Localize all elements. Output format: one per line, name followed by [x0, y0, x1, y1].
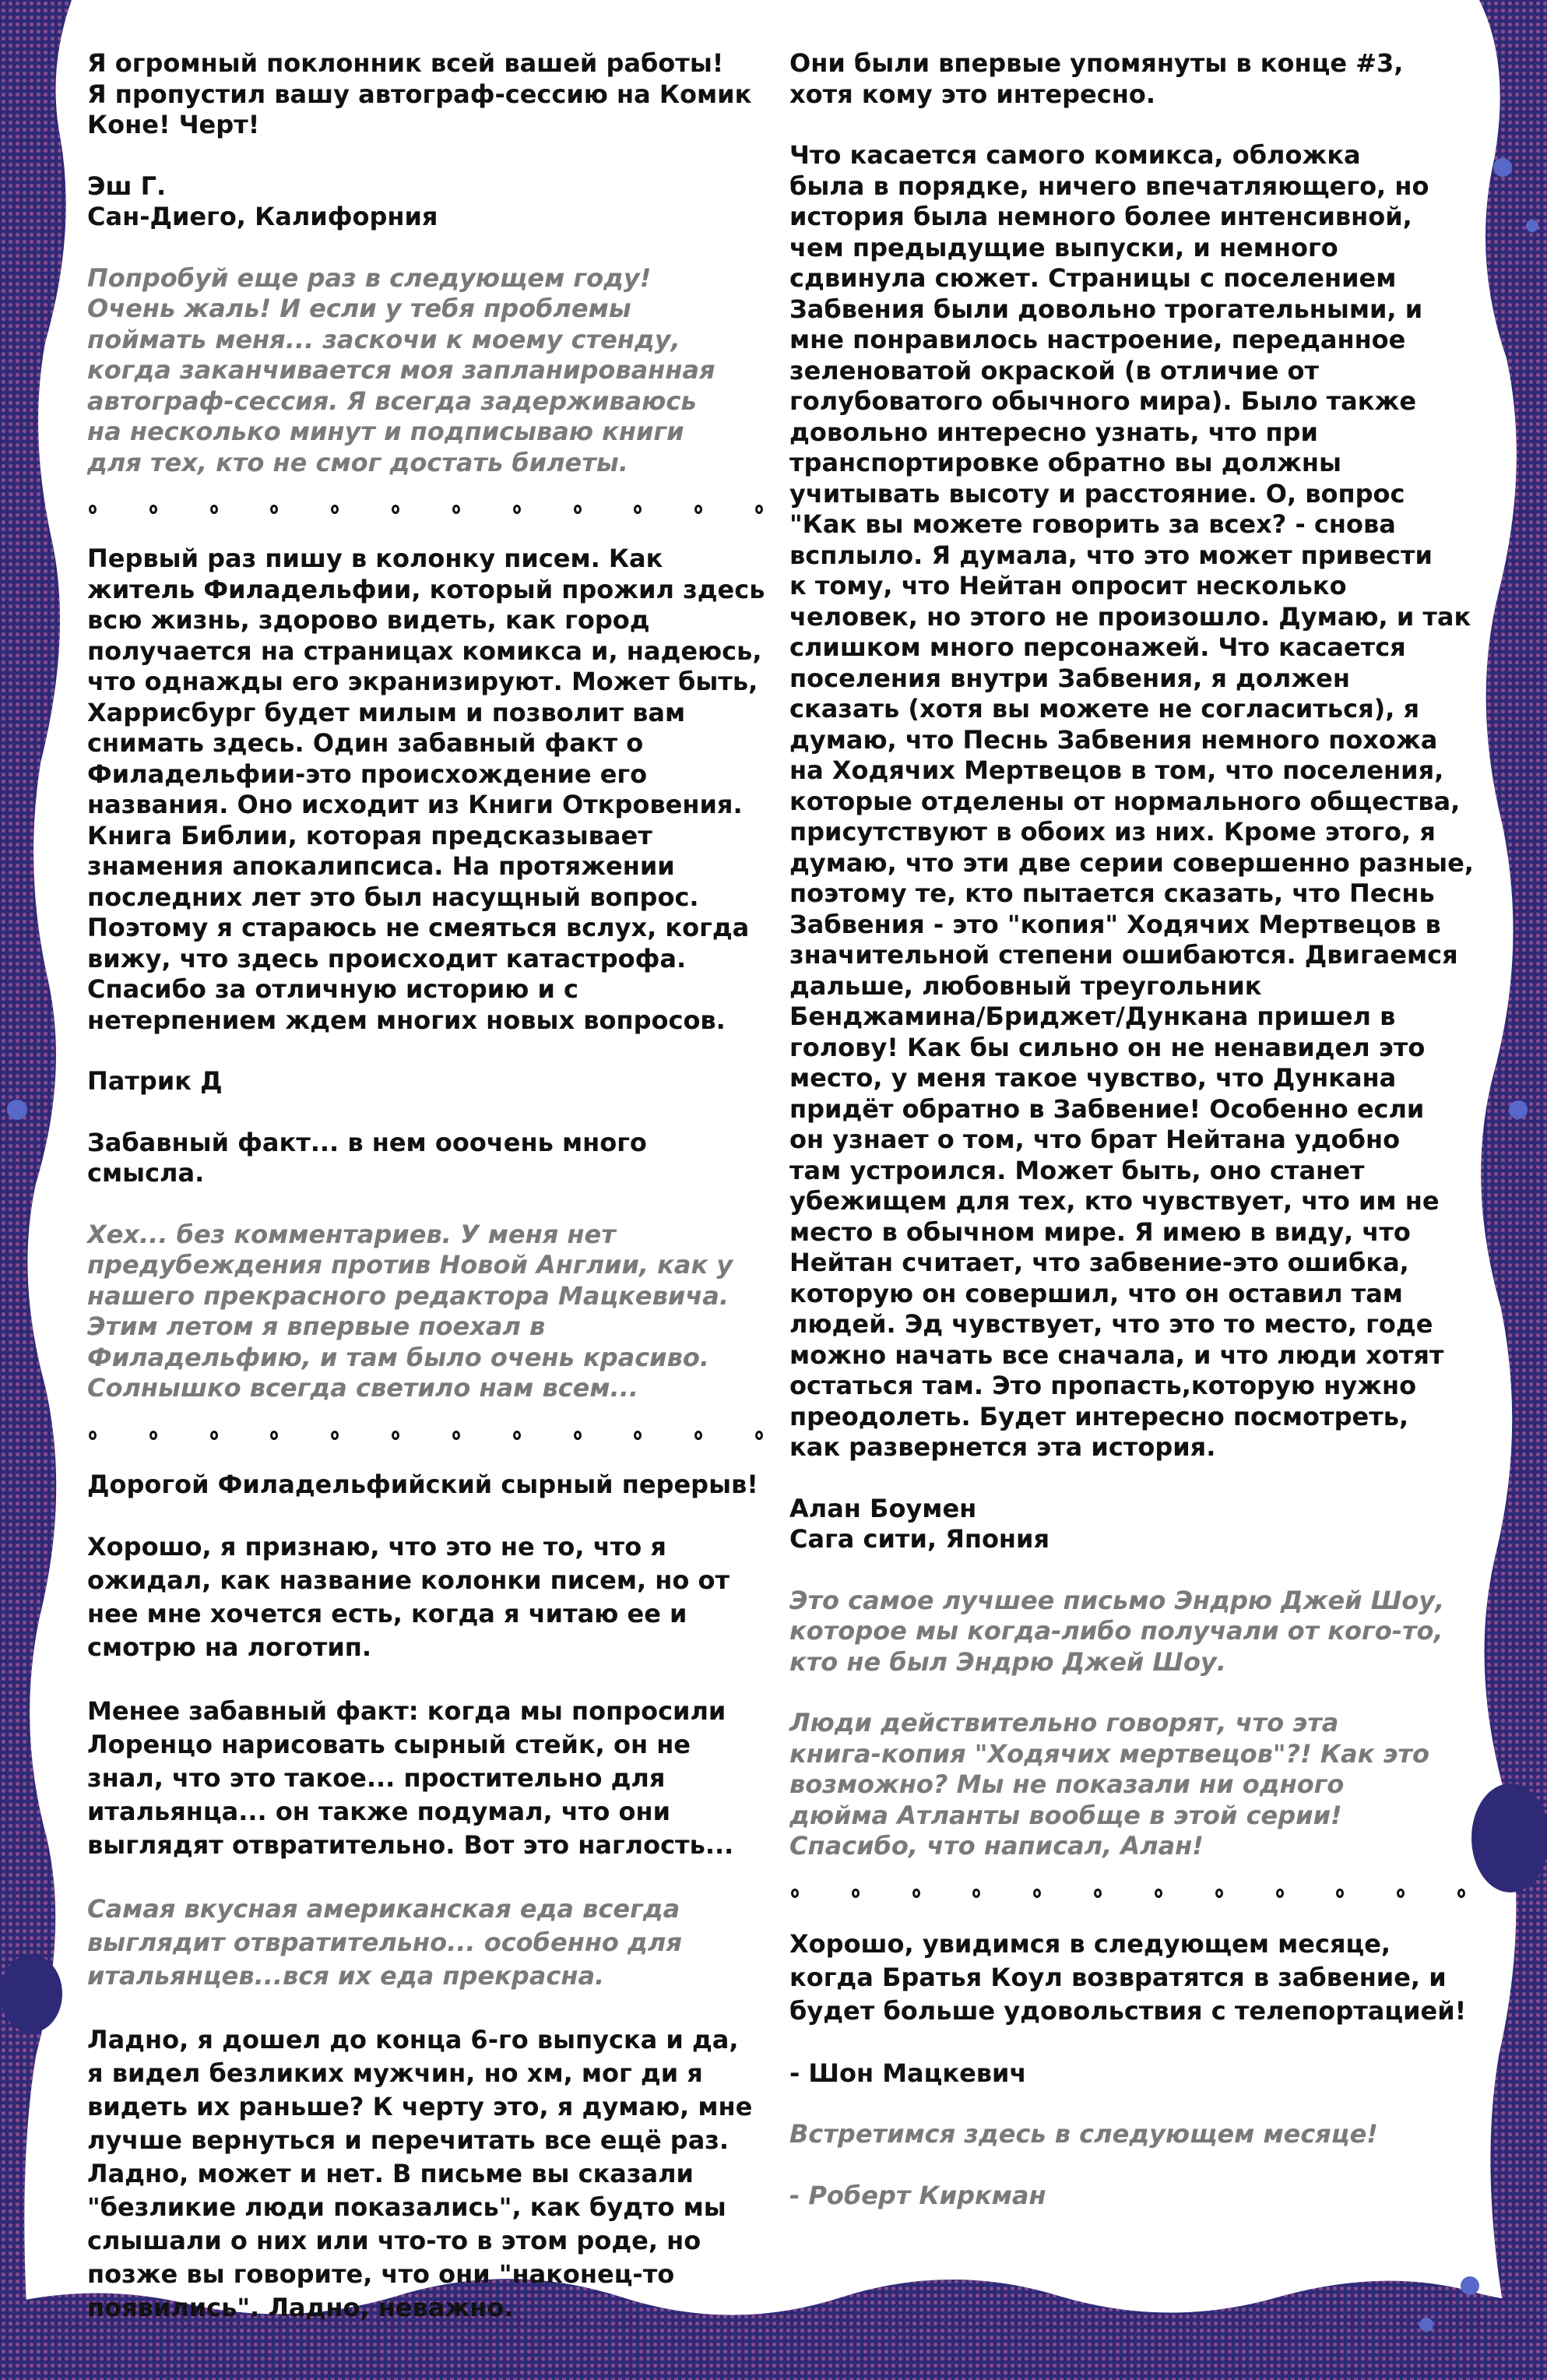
letter-3-paragraph-2: Менее забавный факт: когда мы попросили Лоренцо нарисовать сырный стейк, он не знал, что это такое... простительно для итальянца... он также подумал, что они выглядят отвратительно. Вот это наглость...: [87, 1696, 734, 1860]
right-reply-1: Это самое лучшее письмо Эндрю Джей Шоу, которое мы когда-либо получали от кого-то, кто не был Эндрю Джей Шоу.: [789, 1585, 1445, 1677]
closing-text-2: Встретимся здесь в следующем месяце!: [789, 2119, 1378, 2149]
right-city: Сага сити, Япония: [789, 1524, 1049, 1554]
reply-1: Попробуй еще раз в следующем году! Очень жаль! И если у тебя проблемы поймать меня... заскочи к моему стенду, когда заканчивается моя запланированная автограф-сессия. Я всегда задерживаюсь на несколько минут и подписываю книги для тех, кто не смог достать билеты.: [87, 262, 715, 477]
left-column: [87, 48, 772, 2325]
letter-2-body: Первый раз пишу в колонку писем. Как житель Филадельфии, который прожил здесь всю жизнь, здорово видеть, как город получается на страницах комикса и, надеюсь, что однажды его экранизируют. Может быть, Харрисбург будет милым и позволит вам снимать здесь. Один забавный факт о Филадельфии-это происхождение его названия. Оно исходит из Книги Откровения. Книга Библии, которая предсказывает знамения апокалипсиса. На протяжении последних лет это был насущный вопрос. Поэтому я стараюсь не смеяться вслух, когда вижу, что здесь происходит катастрофа. Спасибо за отличную историю и с нетерпением ждем многих новых вопросов.: [87, 544, 765, 1035]
letter-3-reply: Самая вкусная американская еда всегда выглядит отвратительно... особенно для итальянцев...вся их еда прекрасна.: [87, 1894, 682, 1991]
letter-3-paragraph-3: Ладно, я дошел до конца 6-го выпуска и да, я видел безликих мужчин, но хм, мог ди я видеть их раньше? К черту это, я думаю, мне лучше вернуться и перечитать все ещё раз. Ладно, может и нет. В письме вы сказали "безликие люди показались", как будто мы слышали о них или что-то в этом роде, но позже вы говорите, что они "наконец-то появились". Ладно, неважно.: [87, 2025, 753, 2322]
section-divider: [89, 1431, 763, 1442]
right-edge-splash: [1479, 0, 1547, 2380]
letter-1-author: Эш Г.: [87, 171, 167, 201]
letter-3-paragraph-1: Хорошо, я признаю, что это не то, что я ожидал, как название колонки писем, но от нее мне хочется есть, когда я читаю ее и смотрю на логотип.: [87, 1532, 730, 1662]
right-reply-2: Люди действительно говорят, что эта книга-копия "Ходячих мертвецов"?! Как это возможно? Мы не показали ни одного дюйма Атланты вообще в этой серии! Спасибо, что написал, Алан!: [789, 1708, 1429, 1861]
reply-2-body: Хех... без комментариев. У меня нет предубеждения против Новой Англии, как у нашего прекрасного редактора Мацкевича. Этим летом я впервые поехал в Филадельфию, и там было очень красиво. Солнышко всегда светило нам всем...: [87, 1219, 733, 1403]
signature-1: - Шон Мацкевич: [789, 2058, 1027, 2088]
letter-2-author: Патрик Д: [87, 1066, 223, 1096]
reply-2-heading: Забавный факт... в нем ооочень много смысла.: [87, 1127, 647, 1188]
section-divider: [791, 1889, 1465, 1899]
letter-3-salutation: Дорогой Филадельфийский сырный перерыв!: [87, 1469, 758, 1499]
right-paragraph-1: Они были впервые упомянуты в конце #3, хотя кому это интересно.: [789, 48, 1404, 109]
right-paragraph-2: Что касается самого комикса, обложка была в порядке, ничего впечатляющего, но история была немного более интенсивной, чем предыдущие выпуски, и немного сдвинула сюжет. Страницы с поселением Забвения были довольно трогательными, и мне понравилось настроение, переданное зеленоватой окраской (в отличие от голубоватого обычного мира). Было также довольно интересно узнать, что при транспортировке обратно вы должны учитывать высоту и расстояние. О, вопрос "Как вы можете говорить за всех? - снова всплыло. Я думала, что это может привести к тому, что Нейтан опросит несколько человек, но этого не произошло. Думаю, и так слишком много персонажей. Что касается поселения внутри Забвения, я должен сказать (хотя вы можете не согласиться), я думаю, что Песнь Забвения немного похожа на Ходячих Мертвецов в том, что поселения, которые отделены от нормального общества, присутствуют в обоих из них. Кроме этого, я думаю, что эти две серии совершенно разные, поэтому те, кто пытается сказать, что Песнь Забвения - это "копия" Ходячих Мертвецов в значительной степени ошибаются. Двигаемся дальше, любовный треугольник Бенджамина/Бриджет/Дункана пришел в голову! Как бы сильно он не ненавидел это место, у меня такое чувство, что Дункана придёт обратно в Забвение! Особенно если он узнает о том, что брат Нейтана удобно там устроился. Может быть, оно станет убежищем для тех, кто чувствует, что им не место в обычном мире. Я имею в виду, что Нейтан считает, что забвение-это ошибка, которую он совершил, что он оставил там людей. Эд чувствует, что это то место, годе можно начать все сначала, и что люди хотят остаться там. Это пропасть,которую нужно преодолеть. Будет интересно посмотреть, как развернется эта история.: [789, 140, 1474, 1462]
section-divider: [89, 505, 763, 516]
letter-1-body: Я огромный поклонник всей вашей работы! Я пропустил вашу автограф-сессию на Комик Коне! Черт!: [87, 48, 752, 139]
right-author: Алан Боумен: [789, 1493, 977, 1523]
closing-text: Хорошо, увидимся в следующем месяце, когда Братья Коул возвратятся в забвение, и будет больше удовольствия с телепортацией!: [789, 1928, 1467, 2026]
letter-1-city: Сан-Диего, Калифорния: [87, 202, 438, 231]
signature-2: - Роберт Киркман: [789, 2180, 1046, 2210]
right-column: [789, 48, 1475, 2211]
